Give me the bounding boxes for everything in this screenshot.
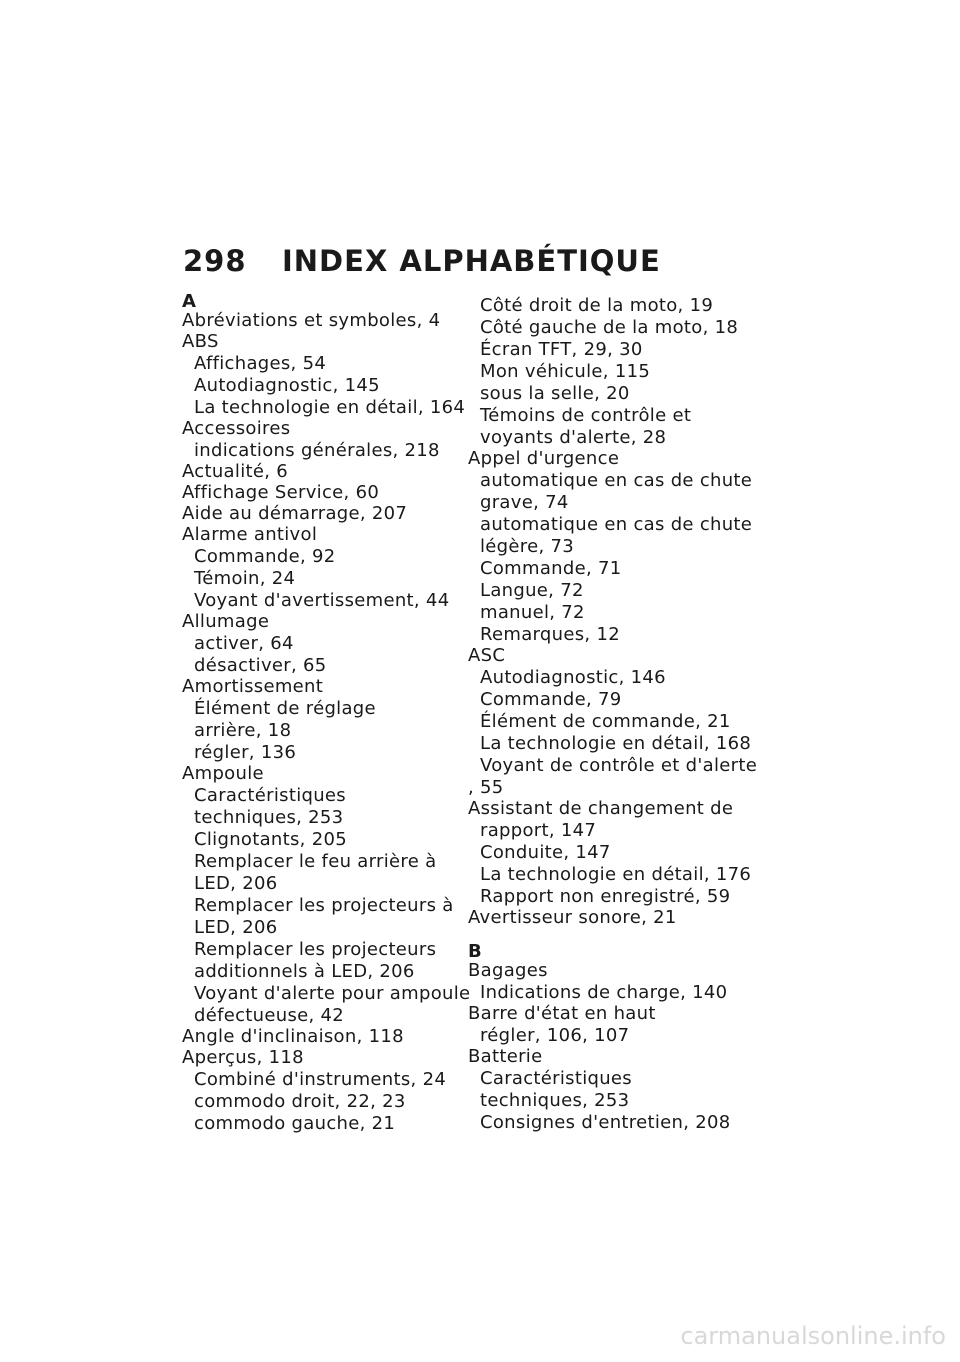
page-number: 298 — [183, 244, 247, 278]
index-subentry: indications générales, 218 — [194, 440, 440, 461]
index-subentry: Côté droit de la moto, 19 — [480, 295, 714, 316]
index-subentry: Voyant d'avertissement, 44 — [194, 590, 450, 611]
index-entry: Appel d'urgence — [468, 448, 620, 469]
index-subentry: Voyant d'alerte pour ampoule — [194, 983, 471, 1004]
index-entry: Barre d'état en haut — [468, 1003, 656, 1024]
index-subentry: Voyant de contrôle et d'alerte — [480, 755, 758, 776]
index-subentry: Commande, 79 — [480, 689, 622, 710]
index-entry: Bagages — [468, 960, 548, 981]
index-subentry-continuation: légère, 73 — [480, 536, 575, 557]
index-subentry: Langue, 72 — [480, 580, 584, 601]
index-subentry: Remplacer les projecteurs — [194, 939, 437, 960]
index-subentry: Témoin, 24 — [194, 568, 296, 589]
index-subentry: désactiver, 65 — [194, 655, 327, 676]
index-subentry: automatique en cas de chute — [480, 514, 753, 535]
watermark: carmanualsonline.info — [680, 1322, 946, 1350]
index-subentry: Caractéristiques — [480, 1068, 632, 1089]
index-subentry-continuation: , 55 — [468, 777, 504, 798]
index-subentry: commodo droit, 22, 23 — [194, 1091, 406, 1112]
index-subentry: Clignotants, 205 — [194, 829, 347, 850]
index-subentry: Remarques, 12 — [480, 624, 620, 645]
index-subentry: activer, 64 — [194, 633, 294, 654]
index-subentry-continuation: techniques, 253 — [480, 1090, 630, 1111]
index-subentry: automatique en cas de chute — [480, 470, 753, 491]
index-entry: Affichage Service, 60 — [182, 482, 380, 503]
index-subentry: Autodiagnostic, 146 — [480, 667, 666, 688]
index-subentry: commodo gauche, 21 — [194, 1113, 396, 1134]
index-subentry: Remplacer le feu arrière à — [194, 851, 437, 872]
index-entry: ABS — [182, 331, 219, 352]
index-entry: ASC — [468, 645, 506, 666]
index-subentry: sous la selle, 20 — [480, 383, 630, 404]
index-entry: Amortissement — [182, 676, 324, 697]
index-entry: Accessoires — [182, 418, 291, 439]
index-subentry: Commande, 92 — [194, 546, 336, 567]
index-subentry-continuation: LED, 206 — [194, 917, 278, 938]
index-subentry-continuation: techniques, 253 — [194, 807, 344, 828]
index-entry: Batterie — [468, 1046, 543, 1067]
index-subentry-continuation: LED, 206 — [194, 873, 278, 894]
index-subentry: régler, 106, 107 — [480, 1025, 630, 1046]
index-subentry: La technologie en détail, 164 — [194, 397, 466, 418]
index-subentry: Combiné d'instruments, 24 — [194, 1069, 447, 1090]
index-subentry: Conduite, 147 — [480, 842, 611, 863]
index-subentry: Indications de charge, 140 — [480, 982, 728, 1003]
index-column-right — [468, 294, 758, 1133]
index-subentry: Remplacer les projecteurs à — [194, 895, 454, 916]
index-subentry: Élément de réglage — [194, 698, 376, 719]
index-entry: Aide au démarrage, 207 — [182, 503, 408, 524]
index-entry: Avertisseur sonore, 21 — [468, 907, 677, 928]
index-subentry: La technologie en détail, 168 — [480, 733, 752, 754]
index-subentry-continuation: additionnels à LED, 206 — [194, 961, 415, 982]
index-subentry: Caractéristiques — [194, 785, 346, 806]
index-entry: Alarme antivol — [182, 524, 318, 545]
index-entry: Actualité, 6 — [182, 461, 289, 482]
section-letter: A — [182, 291, 197, 312]
index-subentry: Commande, 71 — [480, 558, 622, 579]
index-entry: Allumage — [182, 611, 270, 632]
index-subentry: Élément de commande, 21 — [480, 711, 731, 732]
index-subentry: La technologie en détail, 176 — [480, 864, 752, 885]
section-letter: B — [468, 941, 483, 962]
page-title: INDEX ALPHABÉTIQUE — [282, 244, 661, 278]
index-subentry: Autodiagnostic, 145 — [194, 375, 380, 396]
index-subentry: manuel, 72 — [480, 602, 585, 623]
index-subentry-continuation: défectueuse, 42 — [194, 1005, 345, 1026]
index-subentry: Témoins de contrôle et — [480, 405, 692, 426]
index-subentry: Mon véhicule, 115 — [480, 361, 651, 382]
index-subentry: Côté gauche de la moto, 18 — [480, 317, 739, 338]
index-entry: Ampoule — [182, 763, 264, 784]
index-entry: Abréviations et symboles, 4 — [182, 310, 441, 331]
index-entry: Assistant de changement de — [468, 798, 734, 819]
index-subentry: Affichages, 54 — [194, 353, 327, 374]
index-subentry-continuation: rapport, 147 — [480, 820, 597, 841]
index-column-left — [182, 291, 471, 1134]
index-entry: Aperçus, 118 — [182, 1047, 304, 1068]
index-subentry-continuation: voyants d'alerte, 28 — [480, 427, 667, 448]
index-subentry-continuation: arrière, 18 — [194, 720, 292, 741]
index-subentry: régler, 136 — [194, 742, 297, 763]
index-subentry: Rapport non enregistré, 59 — [480, 886, 731, 907]
index-entry: Angle d'inclinaison, 118 — [182, 1026, 404, 1047]
index-subentry: Écran TFT, 29, 30 — [480, 339, 643, 360]
index-subentry-continuation: grave, 74 — [480, 492, 569, 513]
index-subentry: Consignes d'entretien, 208 — [480, 1112, 731, 1133]
